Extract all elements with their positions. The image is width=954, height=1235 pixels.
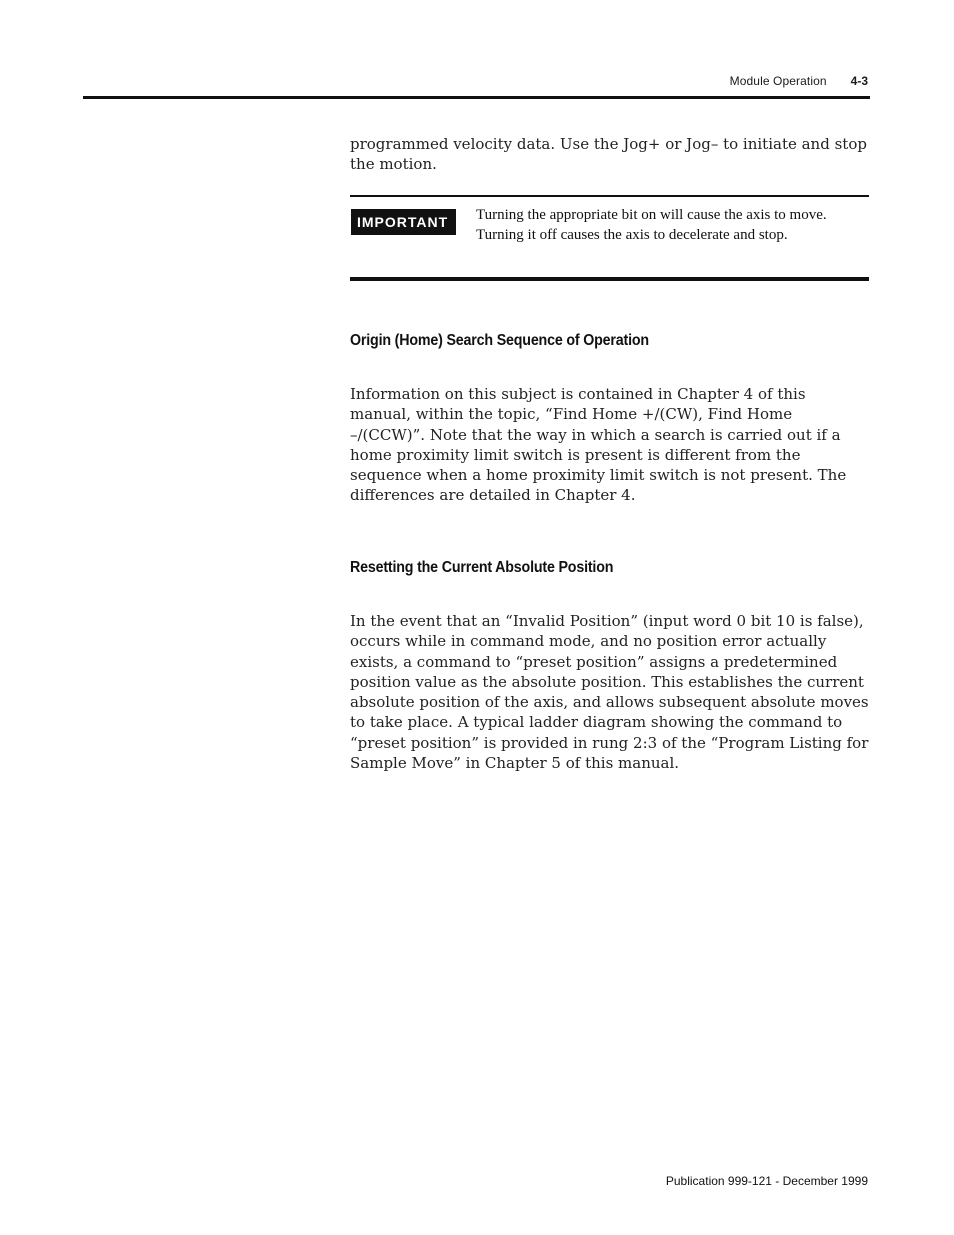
- section-body-reset-position: In the event that an “Invalid Position” (input word 0 bit 10 is false), occurs while in command mode, and no position error actually exists, a command to “preset position” assigns a predetermined position value as the absolute position. This establishes the current absolute position of the axis, and allows subsequent absolute moves to take place. A typical ladder diagram showing the command to “preset position” is provided in rung 2:3 of the “Program Listing for Sample Move” in Chapter 5 of this manual.: [350, 612, 869, 773]
- section-heading-origin-search: Origin (Home) Search Sequence of Operation: [350, 332, 649, 349]
- important-text: Turning the appropriate bit on will cause the axis to move. Turning it off causes the axis to decelerate and stop.: [476, 207, 827, 244]
- section-title: Module Operation: [729, 74, 827, 88]
- publication-footer: Publication 999-121 - December 1999: [665, 1174, 868, 1188]
- page-number: 4-3: [850, 74, 868, 88]
- section-body-origin-search: Information on this subject is contained in Chapter 4 of this manual, within the topic, “Find Home +/(CW), Find Home –/(CCW)”. Note that the way in which a search is carried out if a home proximity limit switch is present is different from the sequence when a home proximity limit switch is not present. The differences are detailed in Chapter 4.: [350, 385, 847, 505]
- section-heading-reset-position: Resetting the Current Absolute Position: [350, 559, 614, 576]
- important-label: IMPORTANT: [351, 209, 456, 235]
- running-header: [730, 74, 868, 88]
- header-rule: [83, 96, 870, 99]
- intro-paragraph: programmed velocity data. Use the Jog+ or Jog– to initiate and stop the motion.: [350, 135, 867, 174]
- important-note: [350, 195, 869, 281]
